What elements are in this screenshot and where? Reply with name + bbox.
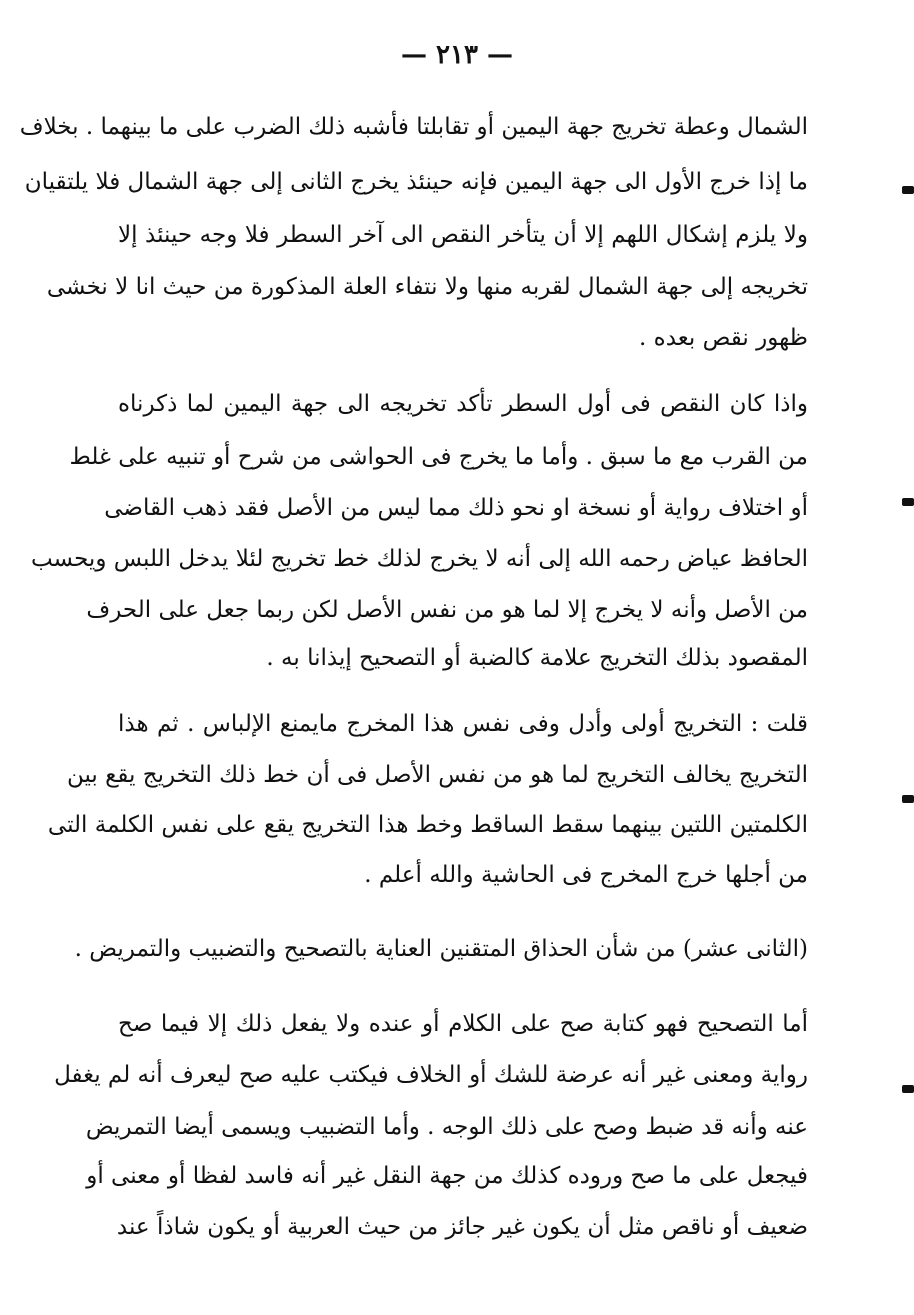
margin-mark: [902, 498, 914, 506]
text-line: المقصود بذلك التخريج علامة كالضبة أو التصحيح إيذانا به .: [266, 645, 808, 671]
text-line: التخريج يخالف التخريج لما هو من نفس الأصل فى أن خط ذلك التخريج يقع بين: [66, 762, 808, 788]
text-line: قلت : التخريج أولى وأدل وفى نفس هذا المخرج مايمنع الإلباس . ثم هذا: [118, 711, 808, 737]
text-line: من أجلها خرج المخرج فى الحاشية والله أعلم .: [364, 862, 808, 888]
text-line: واذا كان النقص فى أول السطر تأكد تخريجه الى جهة اليمين لما ذكرناه: [118, 391, 808, 417]
text-line: (الثانى عشر) من شأن الحذاق المتقنين العناية بالتصحيح والتضبيب والتمريض .: [74, 936, 808, 962]
text-line: ظهور نقص بعده .: [639, 325, 808, 351]
page-number: — ٢١٣ —: [400, 40, 514, 70]
text-line: ضعيف أو ناقص مثل أن يكون غير جائز من حيث العربية أو يكون شاذاً عند: [116, 1214, 808, 1240]
text-line: ما إذا خرج الأول الى جهة اليمين فإنه حينئذ يخرج الثانى إلى جهة الشمال فلا يلتقيان: [24, 169, 808, 195]
margin-mark: [902, 186, 914, 194]
margin-mark: [902, 1085, 914, 1093]
text-line: من الأصل وأنه لا يخرج إلا لما هو من نفس الأصل لكن ربما جعل على الحرف: [86, 597, 808, 623]
text-line: ولا يلزم إشكال اللهم إلا أن يتأخر النقص الى آخر السطر فلا وجه حينئذ إلا: [118, 222, 808, 248]
text-line: تخريجه إلى جهة الشمال لقربه منها ولا نتفاء العلة المذكورة من حيث انا لا نخشى: [46, 274, 808, 300]
text-line: من القرب مع ما سبق . وأما ما يخرج فى الحواشى من شرح أو تنبيه على غلط: [69, 444, 808, 470]
margin-mark: [902, 795, 914, 803]
text-line: الكلمتين اللتين بينهما سقط الساقط وخط هذا التخريج يقع على نفس الكلمة التى: [47, 812, 808, 838]
text-line: أو اختلاف رواية أو نسخة او نحو ذلك مما ليس من الأصل فقد ذهب القاضى: [104, 495, 808, 521]
text-line: فيجعل على ما صح وروده كذلك من جهة النقل غير أنه فاسد لفظا أو معنى أو: [86, 1163, 808, 1189]
text-line: الشمال وعطة تخريج جهة اليمين أو تقابلتا فأشبه ذلك الضرب على ما بينهما . بخلاف: [19, 114, 808, 140]
text-line: رواية ومعنى غير أنه عرضة للشك أو الخلاف فيكتب عليه صح ليعرف أنه لم يغفل: [54, 1062, 808, 1088]
text-line: عنه وأنه قد ضبط وصح على ذلك الوجه . وأما التضبيب ويسمى أيضا التمريض: [85, 1114, 808, 1140]
text-line: أما التصحيح فهو كتابة صح على الكلام أو عنده ولا يفعل ذلك إلا فيما صح: [118, 1011, 808, 1037]
text-line: الحافظ عياض رحمه الله إلى أنه لا يخرج لذلك خط تخريج لئلا يدخل اللبس ويحسب: [30, 546, 808, 572]
